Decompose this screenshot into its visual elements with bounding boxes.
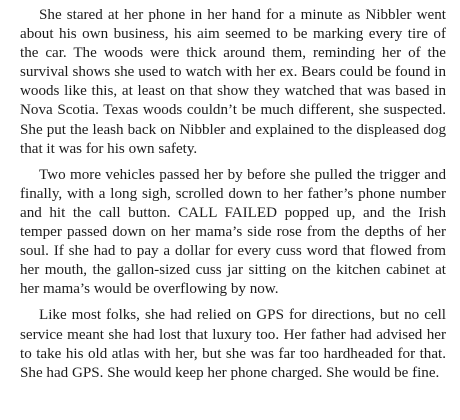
paragraph-3: Like most folks, she had relied on GPS for directions, but no cell service meant she had lost that luxury too. Her father had advised her to take his old atlas with her, but she was far too hardheaded for that. She had GPS. She would keep her phone charged. She would be fine. — [20, 307, 446, 381]
paragraph-2: Two more vehicles passed her by before she pulled the trigger and finally, with a long sigh, scrolled down to her father’s phone number and hit the call button. CALL FAILED popped up, and the Irish temper passed down on her mama’s side rose from the depths of her soul. If she had to pay a dollar for every cuss word that flowed from her mouth, the gallon-sized cuss jar sitting on the kitchen cabinet at her mama’s would be overflowing by now. — [20, 166, 446, 298]
paragraph-1: She stared at her phone in her hand for a minute as Nibbler went about his own business, his aim seemed to be marking every tire of the car. The woods were thick around them, reminding her of the survival shows she used to watch with her ex. Bears could be found in woods like this, at least on that show they watched that was based in Nova Scotia. Texas woods couldn’t be much different, she suspected. She put the leash back on Nibbler and explained to the displeased dog that it was for his own safety. — [20, 7, 446, 157]
